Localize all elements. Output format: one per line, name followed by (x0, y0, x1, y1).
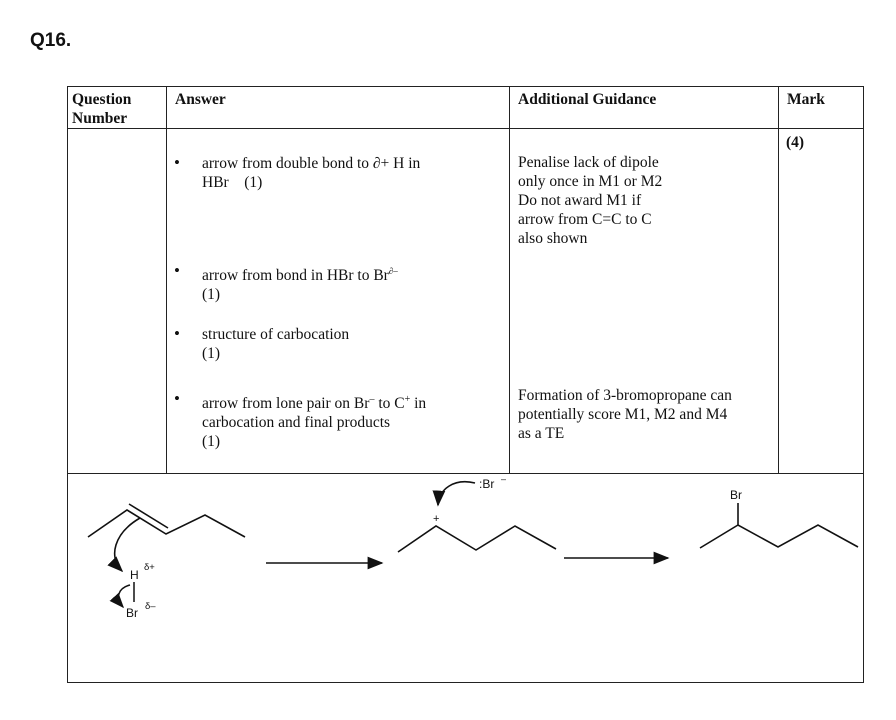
mark-value: (4) (786, 134, 805, 151)
guidance-text-2: Formation of 3-bromopropane can potentially score M1, M2 and M4 as a TE (518, 387, 732, 442)
bullet-dot: • (174, 389, 180, 408)
bromide-ion-label: :Br (479, 477, 495, 491)
br-atom-label: Br (126, 606, 138, 620)
product-structure (700, 503, 858, 548)
header-answer: Answer (175, 91, 226, 108)
answer-bullet: • arrow from double bond to ∂+ H in HBr (1) (174, 153, 421, 191)
curly-arrow-bromide (438, 482, 475, 505)
carbocation-charge: + (433, 513, 440, 525)
alkene-structure (88, 504, 245, 537)
bullet-dot: • (174, 261, 180, 280)
mark-scheme-table (67, 86, 864, 683)
carbocation-structure (398, 526, 556, 552)
header-mark: Mark (787, 91, 825, 108)
header-divider (68, 128, 863, 129)
delta-minus-label: δ– (145, 601, 156, 612)
header-guidance: Additional Guidance (518, 91, 657, 108)
column-divider (509, 87, 510, 473)
curly-arrow-hbr (119, 585, 130, 607)
reaction-scheme (68, 473, 863, 682)
header-question-number: Question Number (72, 91, 132, 127)
bullet-dot: • (174, 153, 180, 172)
column-divider (778, 87, 779, 473)
bromide-charge: – (501, 474, 507, 484)
question-title: Q16. (30, 30, 72, 51)
answer-bullet: • arrow from bond in HBr to Br∂– (1) (174, 261, 398, 304)
answer-bullet: • structure of carbocation (1) (174, 324, 350, 362)
h-atom-label: H (130, 568, 139, 582)
answer-bullet: • arrow from lone pair on Br– to C+ in carbocation and final products (1) (174, 389, 427, 451)
delta-plus-label: δ+ (144, 562, 155, 573)
curly-arrow-alkene (115, 518, 140, 571)
bullet-dot: • (174, 324, 180, 343)
guidance-text-1: Penalise lack of dipole only once in M1 or M2 Do not award M1 if arrow from C=C to C also shown (518, 154, 663, 247)
column-divider (166, 87, 167, 473)
product-br-label: Br (730, 488, 742, 502)
